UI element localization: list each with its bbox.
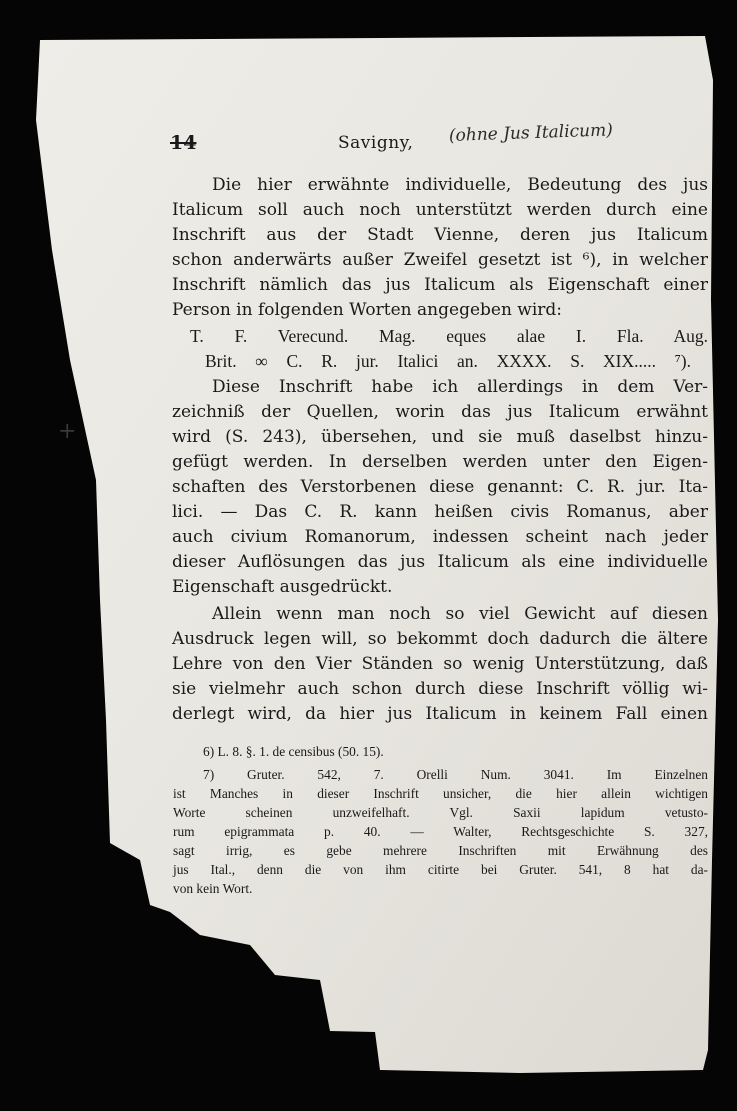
footnote-7-line: rum epigrammata p. 40. — Walter, Rechtsgeschichte S. 327, bbox=[173, 824, 708, 839]
running-head: Savigny, bbox=[338, 133, 414, 153]
body-line: Inschrift aus der Stadt Vienne, deren jus Italicum bbox=[172, 225, 708, 245]
footnote-7-line: jus Ital., denn die von ihm citirte bei Gruter. 541, 8 hat da- bbox=[173, 862, 708, 877]
body-line: schaften des Verstorbenen diese genannt: C. R. jur. Ita- bbox=[172, 477, 708, 497]
footnote-7-line: sagt irrig, es gebe mehrere Inschriften mit Erwähnung des bbox=[173, 843, 708, 858]
body-line: Italicum soll auch noch unterstützt werden durch eine bbox=[172, 200, 708, 220]
body-line: Eigenschaft ausgedrückt. bbox=[172, 577, 393, 597]
body-line: zeichniß der Quellen, worin das jus Italicum erwähnt bbox=[172, 402, 708, 422]
body-line: Inschrift nämlich das jus Italicum als Eigenschaft einer bbox=[172, 275, 708, 295]
body-line: lici. — Das C. R. kann heißen civis Romanus, aber bbox=[172, 502, 708, 522]
body-line: auch civium Romanorum, indessen scheint nach jeder bbox=[172, 527, 708, 547]
inscription-line: T. F. Verecund. Mag. eques alae I. Fla. Aug. bbox=[190, 326, 708, 346]
body-line: dieser Auflösungen das jus Italicum als eine individuelle bbox=[172, 552, 708, 572]
body-line: schon anderwärts außer Zweifel gesetzt ist ⁶), in welcher bbox=[172, 250, 708, 270]
body-line: Allein wenn man noch so viel Gewicht auf diesen bbox=[212, 604, 708, 624]
footnote-7-line: 7) Gruter. 542, 7. Orelli Num. 3041. Im Einzelnen bbox=[203, 767, 708, 782]
body-line: Ausdruck legen will, so bekommt doch dadurch die ältere bbox=[172, 629, 708, 649]
body-line: Person in folgenden Worten angegeben wird: bbox=[172, 300, 563, 320]
page-number: 14 bbox=[170, 132, 197, 154]
body-line: Diese Inschrift habe ich allerdings in dem Ver- bbox=[212, 377, 708, 397]
margin-mark: + bbox=[58, 419, 77, 444]
body-line: derlegt wird, da hier jus Italicum in keinem Fall einen bbox=[172, 704, 708, 724]
handwritten-annotation: (ohne Jus Italicum) bbox=[448, 120, 614, 146]
footnote-6: 6) L. 8. §. 1. de censibus (50. 15). bbox=[203, 744, 384, 759]
body-line: wird (S. 243), übersehen, und sie muß daselbst hinzu- bbox=[172, 427, 708, 447]
body-line: sie vielmehr auch schon durch diese Inschrift völlig wi- bbox=[172, 679, 708, 699]
body-line: gefügt werden. In derselben werden unter den Eigen- bbox=[172, 452, 708, 472]
footnote-7-line: von kein Wort. bbox=[173, 881, 253, 896]
inscription-line: Brit. ∞ C. R. jur. Italici an. XXXX. S. XIX..... ⁷). bbox=[205, 351, 691, 371]
footnote-7-line: ist Manches in dieser Inschrift unsicher, die hier allein wichtigen bbox=[173, 786, 708, 801]
body-line: Die hier erwähnte individuelle, Bedeutung des jus bbox=[212, 175, 708, 195]
body-line: Lehre von den Vier Ständen so wenig Unterstützung, daß bbox=[172, 654, 708, 674]
footnote-7-line: Worte scheinen unzweifelhaft. Vgl. Saxii lapidum vetusto- bbox=[173, 805, 708, 820]
